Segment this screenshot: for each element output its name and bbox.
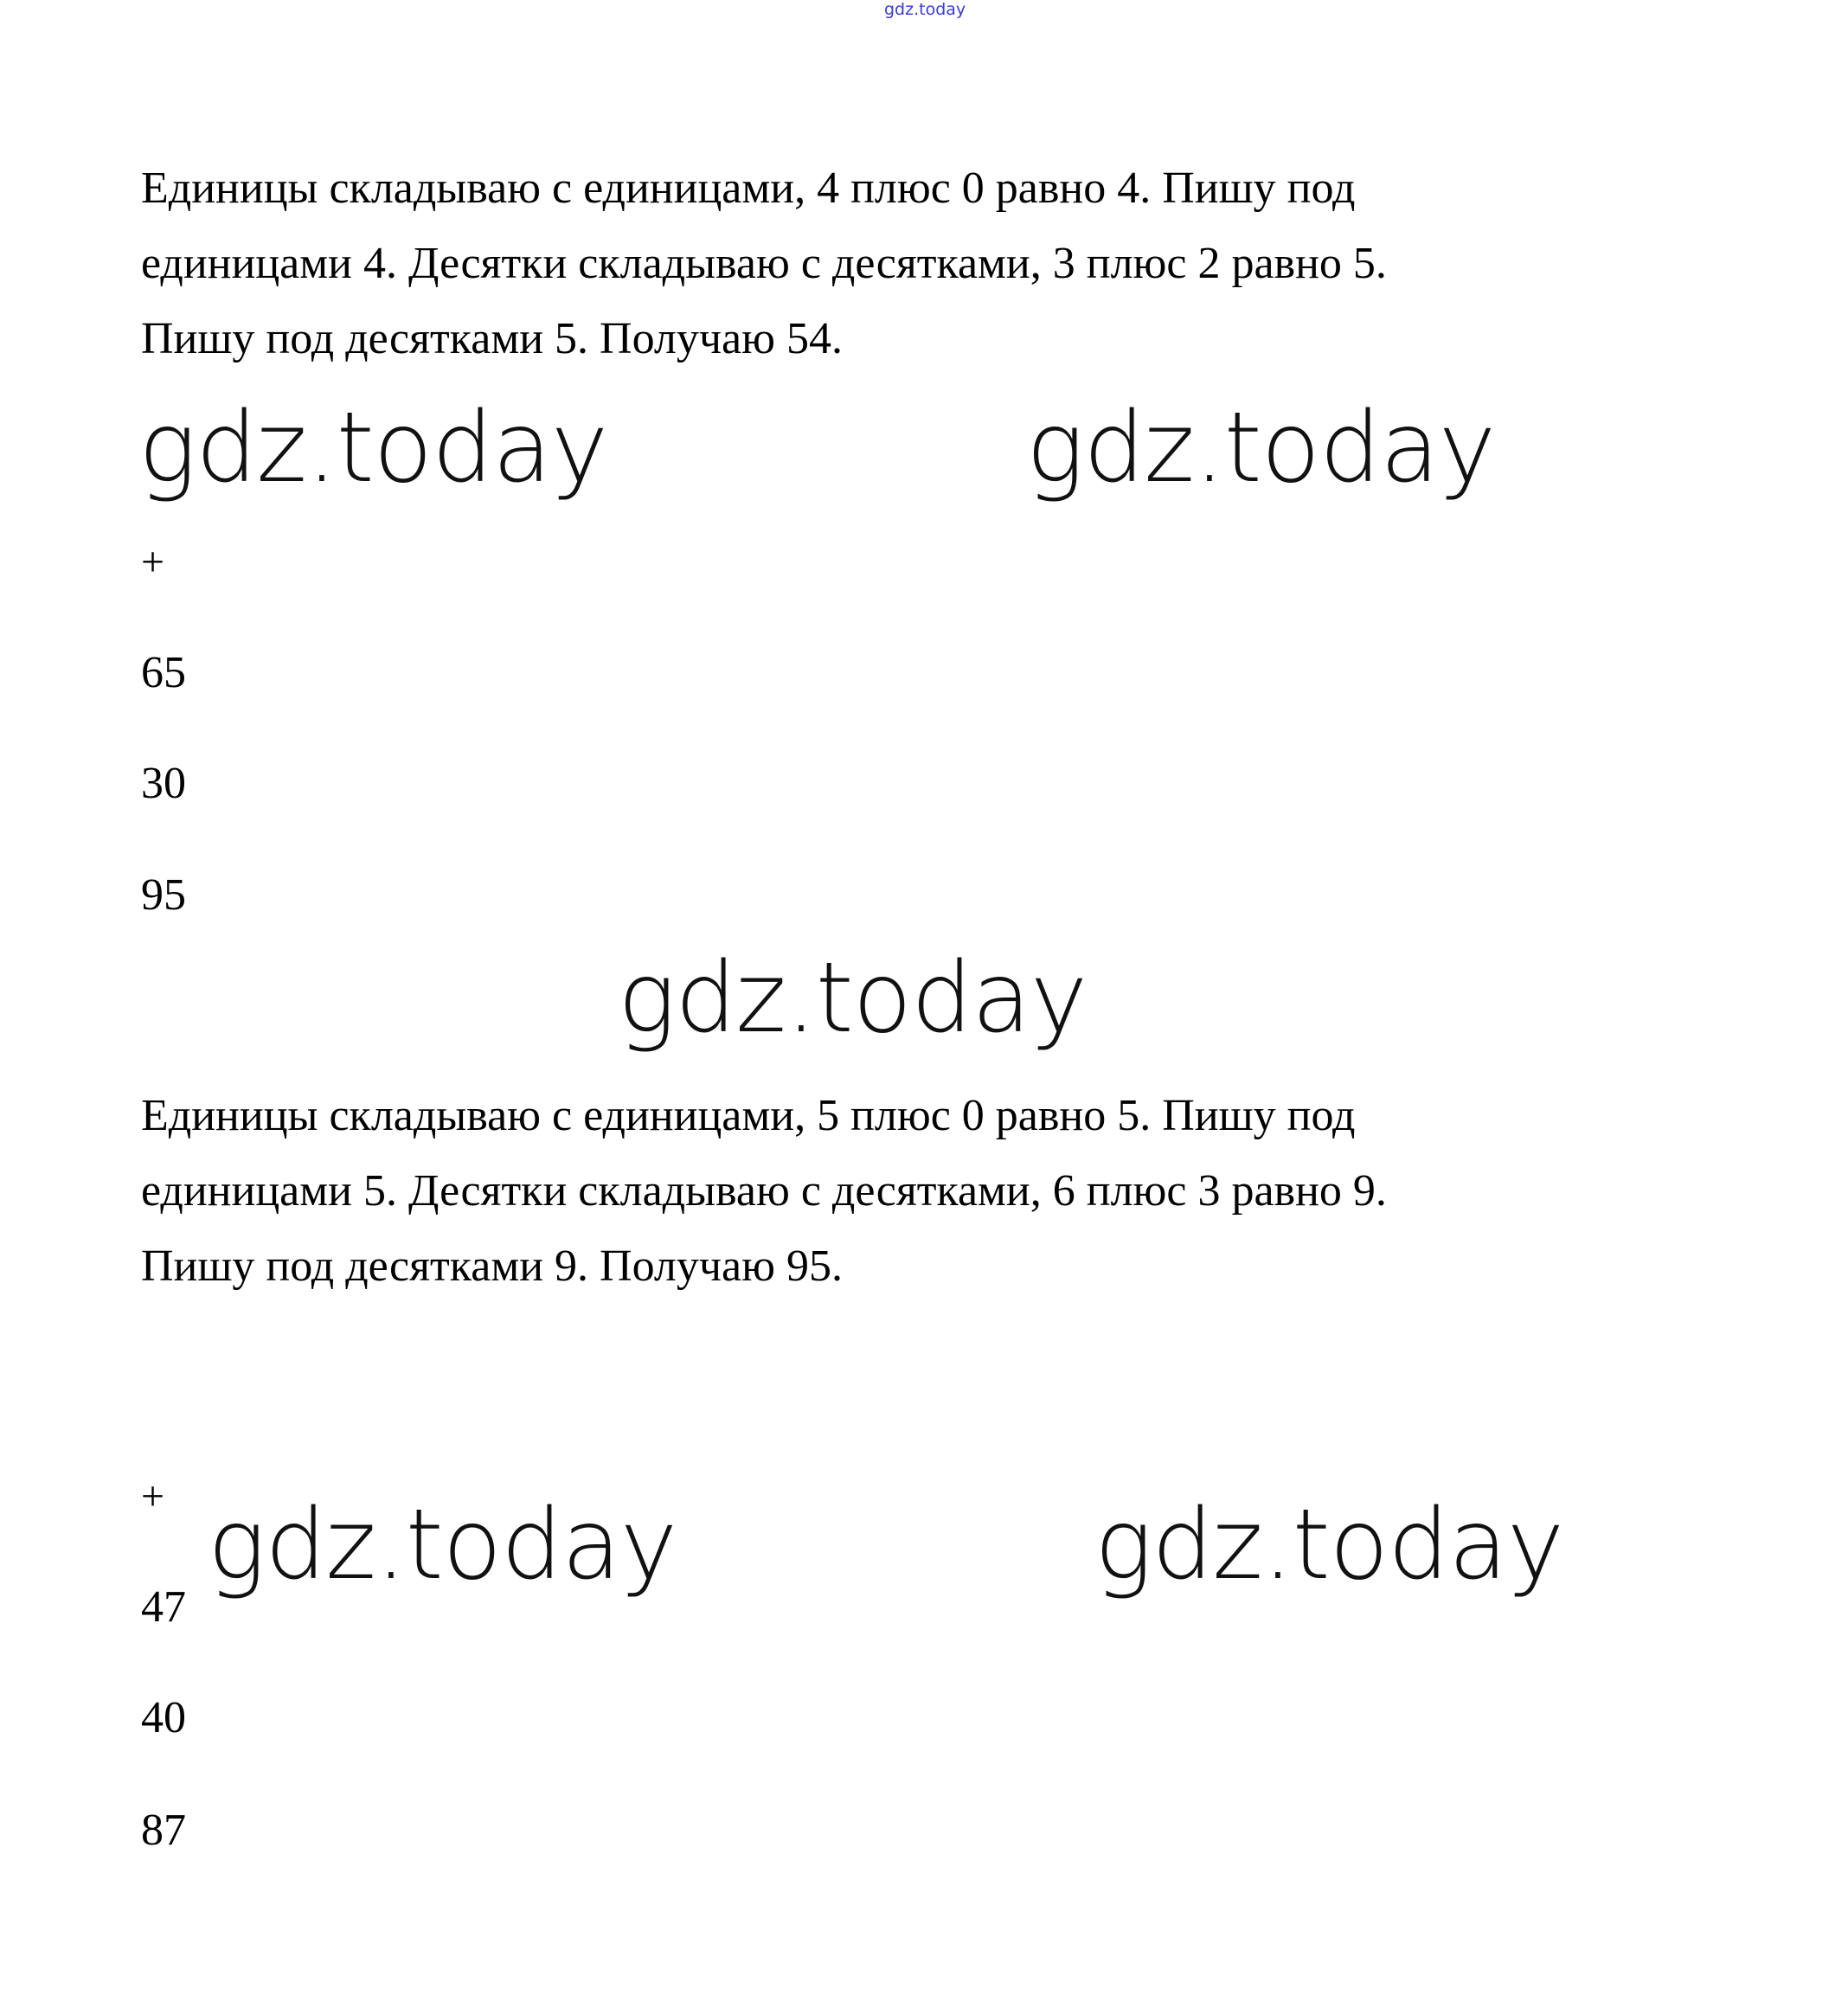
explanation-paragraph-2	[141, 1078, 1612, 1304]
paragraph-line: Единицы складываю с единицами, 4 плюс 0 равно 4. Пишу под	[141, 164, 1356, 213]
site-header-link[interactable]: gdz.today	[884, 0, 966, 19]
paragraph-line: Пишу под десятками 9. Получаю 95.	[141, 1241, 843, 1291]
addend-2: 30	[141, 759, 186, 808]
paragraph-line: Пишу под десятками 5. Получаю 54.	[141, 314, 843, 363]
addend-2: 40	[141, 1693, 186, 1742]
watermark-logo: gdz.today	[618, 942, 1088, 1055]
sum-result: 95	[141, 870, 186, 920]
explanation-paragraph-1	[141, 151, 1612, 376]
plus-sign: +	[141, 1473, 165, 1519]
watermark-logo: gdz.today	[1094, 1489, 1564, 1601]
addend-1: 47	[141, 1582, 186, 1632]
addend-1: 65	[141, 648, 186, 697]
paragraph-line: единицами 5. Десятки складываю с десятками, 6 плюс 3 равно 9.	[141, 1166, 1387, 1216]
watermark-logo: gdz.today	[138, 392, 608, 504]
plus-sign: +	[141, 539, 165, 585]
watermark-logo: gdz.today	[208, 1489, 677, 1601]
paragraph-line: единицами 4. Десятки складываю с десятками, 3 плюс 2 равно 5.	[141, 239, 1387, 288]
sum-result: 87	[141, 1806, 186, 1855]
paragraph-line: Единицы складываю с единицами, 5 плюс 0 равно 5. Пишу под	[141, 1091, 1356, 1140]
watermark-logo: gdz.today	[1026, 392, 1496, 504]
